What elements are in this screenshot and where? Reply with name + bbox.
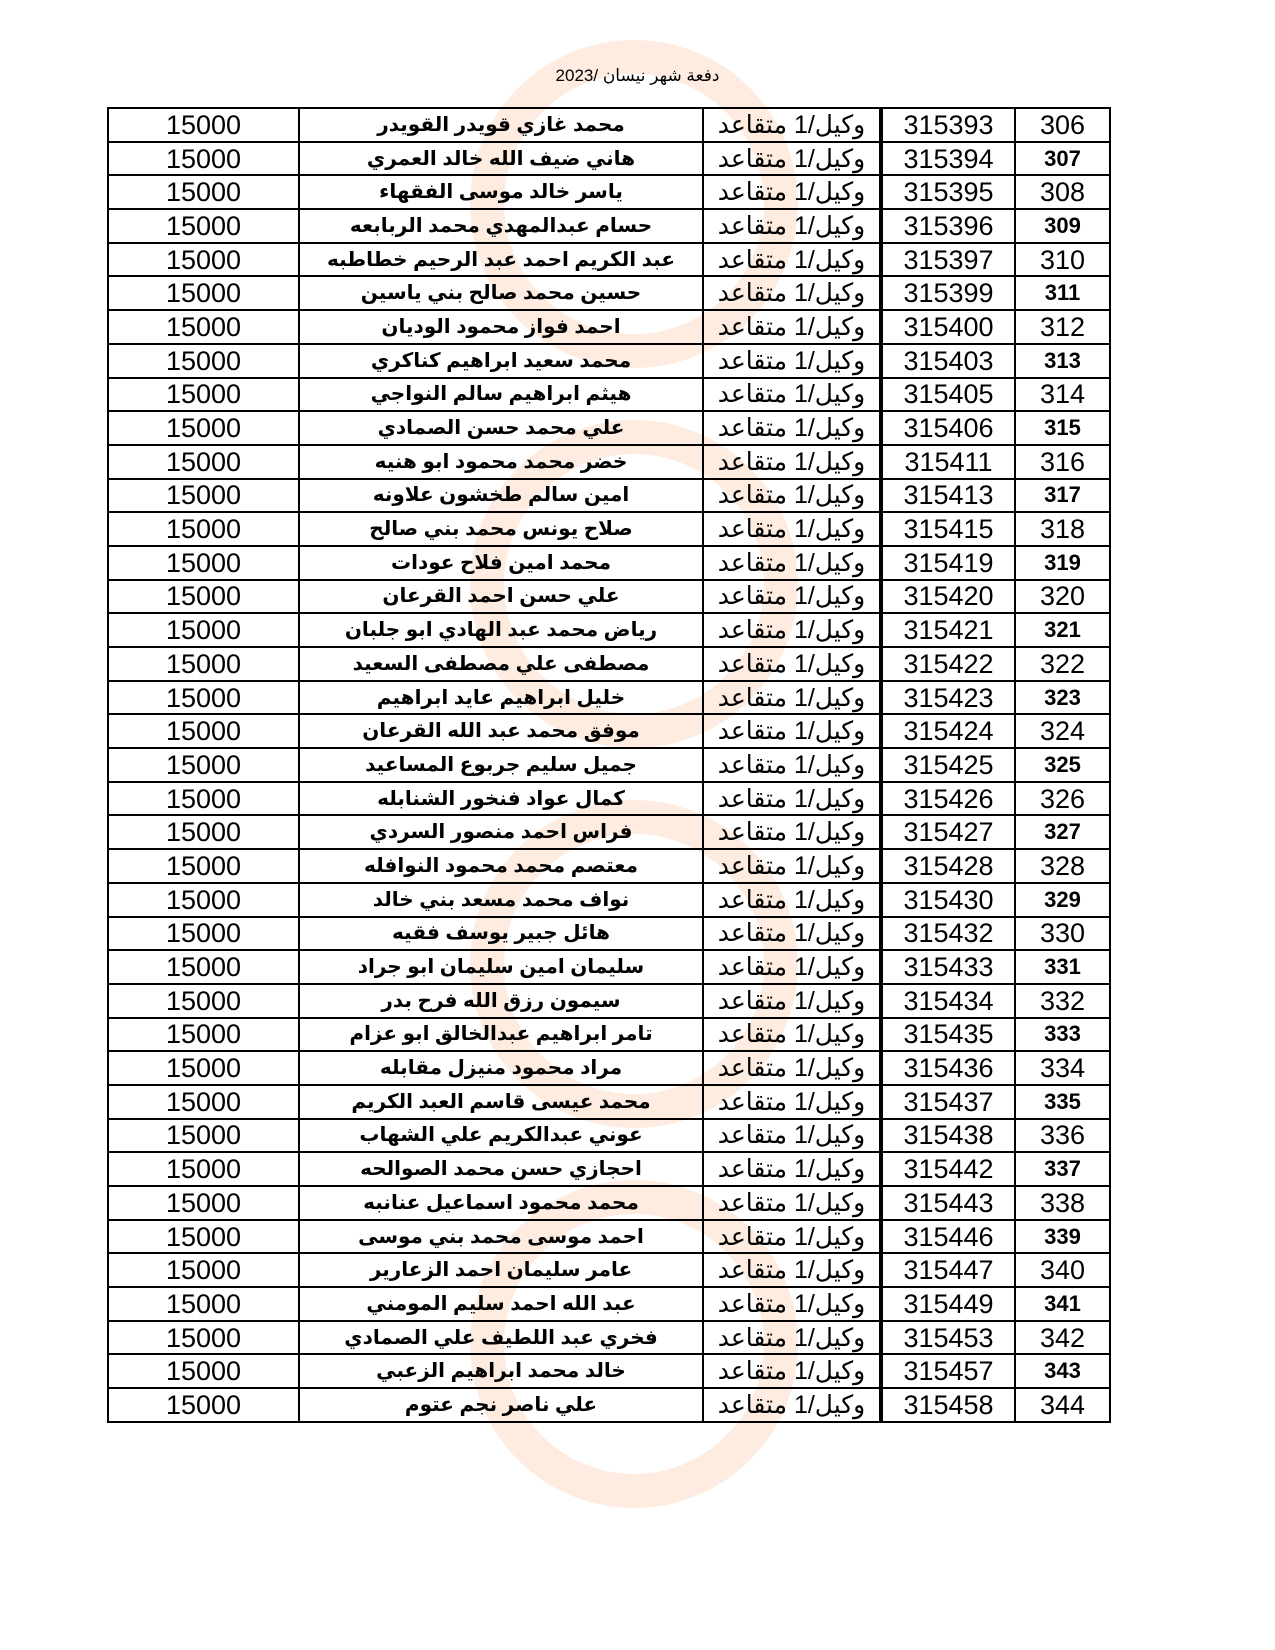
rank-cell: وكيل/1 متقاعد: [703, 108, 881, 142]
name-cell: علي محمد حسن الصمادي: [299, 411, 703, 445]
rank-cell: وكيل/1 متقاعد: [703, 1321, 881, 1355]
amount-cell: 15000: [108, 411, 299, 445]
amount-cell: 15000: [108, 512, 299, 546]
rank-cell: وكيل/1 متقاعد: [703, 411, 881, 445]
rank-cell: وكيل/1 متقاعد: [703, 445, 881, 479]
seq-cell: 309: [1015, 209, 1110, 243]
seq-cell: 306: [1015, 108, 1110, 142]
seq-cell: 316: [1015, 445, 1110, 479]
amount-cell: 15000: [108, 1085, 299, 1119]
seq-cell: 331: [1015, 950, 1110, 984]
table-row: [108, 849, 1110, 883]
rank-cell: وكيل/1 متقاعد: [703, 1186, 881, 1220]
seq-cell: 318: [1015, 512, 1110, 546]
table-row: [108, 512, 1110, 546]
amount-cell: 15000: [108, 378, 299, 412]
name-cell: محمد غازي قويدر القويدر: [299, 108, 703, 142]
seq-cell: 315: [1015, 411, 1110, 445]
payment-table: [107, 107, 1111, 1423]
amount-cell: 15000: [108, 1354, 299, 1388]
amount-cell: 15000: [108, 1051, 299, 1085]
name-cell: سيمون رزق الله فرح بدر: [299, 984, 703, 1018]
seq-cell: 332: [1015, 984, 1110, 1018]
amount-cell: 15000: [108, 1321, 299, 1355]
amount-cell: 15000: [108, 1119, 299, 1153]
table-row: [108, 310, 1110, 344]
rank-cell: وكيل/1 متقاعد: [703, 681, 881, 715]
name-cell: رياض محمد عبد الهادي ابو جلبان: [299, 613, 703, 647]
seq-cell: 344: [1015, 1388, 1110, 1422]
table-row: [108, 681, 1110, 715]
table-row: [108, 344, 1110, 378]
seq-cell: 307: [1015, 142, 1110, 176]
seq-cell: 322: [1015, 647, 1110, 681]
name-cell: مراد محمود منيزل مقابله: [299, 1051, 703, 1085]
name-cell: هيثم ابراهيم سالم النواجي: [299, 378, 703, 412]
seq-cell: 335: [1015, 1085, 1110, 1119]
id-cell: 315425: [881, 748, 1015, 782]
seq-cell: 323: [1015, 681, 1110, 715]
rank-cell: وكيل/1 متقاعد: [703, 748, 881, 782]
name-cell: احمد موسى محمد بني موسى: [299, 1220, 703, 1254]
name-cell: فراس احمد منصور السردي: [299, 815, 703, 849]
name-cell: عامر سليمان احمد الزعارير: [299, 1253, 703, 1287]
table-row: [108, 1186, 1110, 1220]
table-row: [108, 883, 1110, 917]
amount-cell: 15000: [108, 108, 299, 142]
table-row: [108, 1220, 1110, 1254]
amount-cell: 15000: [108, 782, 299, 816]
id-cell: 315419: [881, 546, 1015, 580]
id-cell: 315435: [881, 1018, 1015, 1052]
amount-cell: 15000: [108, 984, 299, 1018]
seq-cell: 321: [1015, 613, 1110, 647]
rank-cell: وكيل/1 متقاعد: [703, 1051, 881, 1085]
amount-cell: 15000: [108, 1253, 299, 1287]
seq-cell: 317: [1015, 479, 1110, 513]
table-row: [108, 613, 1110, 647]
seq-cell: 338: [1015, 1186, 1110, 1220]
amount-cell: 15000: [108, 1186, 299, 1220]
amount-cell: 15000: [108, 917, 299, 951]
name-cell: عبد الكريم احمد عبد الرحيم خطاطبه: [299, 243, 703, 277]
seq-cell: 340: [1015, 1253, 1110, 1287]
rank-cell: وكيل/1 متقاعد: [703, 714, 881, 748]
name-cell: صلاح يونس محمد بني صالح: [299, 512, 703, 546]
rank-cell: وكيل/1 متقاعد: [703, 344, 881, 378]
amount-cell: 15000: [108, 748, 299, 782]
table-row: [108, 445, 1110, 479]
name-cell: هائل جبير يوسف فقيه: [299, 917, 703, 951]
name-cell: محمد امين فلاح عودات: [299, 546, 703, 580]
table-row: [108, 142, 1110, 176]
table-row: [108, 378, 1110, 412]
name-cell: خليل ابراهيم عايد ابراهيم: [299, 681, 703, 715]
rank-cell: وكيل/1 متقاعد: [703, 1018, 881, 1052]
rank-cell: وكيل/1 متقاعد: [703, 310, 881, 344]
seq-cell: 324: [1015, 714, 1110, 748]
id-cell: 315434: [881, 984, 1015, 1018]
rank-cell: وكيل/1 متقاعد: [703, 1085, 881, 1119]
rank-cell: وكيل/1 متقاعد: [703, 984, 881, 1018]
id-cell: 315433: [881, 950, 1015, 984]
rank-cell: وكيل/1 متقاعد: [703, 1152, 881, 1186]
id-cell: 315395: [881, 175, 1015, 209]
id-cell: 315394: [881, 142, 1015, 176]
table-row: [108, 243, 1110, 277]
amount-cell: 15000: [108, 714, 299, 748]
rank-cell: وكيل/1 متقاعد: [703, 243, 881, 277]
seq-cell: 342: [1015, 1321, 1110, 1355]
amount-cell: 15000: [108, 849, 299, 883]
table-row: [108, 1085, 1110, 1119]
id-cell: 315396: [881, 209, 1015, 243]
amount-cell: 15000: [108, 1388, 299, 1422]
rank-cell: وكيل/1 متقاعد: [703, 175, 881, 209]
seq-cell: 326: [1015, 782, 1110, 816]
id-cell: 315406: [881, 411, 1015, 445]
rank-cell: وكيل/1 متقاعد: [703, 512, 881, 546]
id-cell: 315422: [881, 647, 1015, 681]
amount-cell: 15000: [108, 142, 299, 176]
seq-cell: 310: [1015, 243, 1110, 277]
table-row: [108, 647, 1110, 681]
id-cell: 315453: [881, 1321, 1015, 1355]
name-cell: احمد فواز محمود الوديان: [299, 310, 703, 344]
id-cell: 315458: [881, 1388, 1015, 1422]
rank-cell: وكيل/1 متقاعد: [703, 378, 881, 412]
seq-cell: 325: [1015, 748, 1110, 782]
seq-cell: 337: [1015, 1152, 1110, 1186]
name-cell: تامر ابراهيم عبدالخالق ابو عزام: [299, 1018, 703, 1052]
name-cell: محمد محمود اسماعيل عنانبه: [299, 1186, 703, 1220]
amount-cell: 15000: [108, 243, 299, 277]
id-cell: 315443: [881, 1186, 1015, 1220]
table-row: [108, 1287, 1110, 1321]
seq-cell: 334: [1015, 1051, 1110, 1085]
name-cell: معتصم محمد محمود النوافله: [299, 849, 703, 883]
id-cell: 315421: [881, 613, 1015, 647]
seq-cell: 341: [1015, 1287, 1110, 1321]
name-cell: سليمان امين سليمان ابو جراد: [299, 950, 703, 984]
seq-cell: 327: [1015, 815, 1110, 849]
table-row: [108, 714, 1110, 748]
id-cell: 315393: [881, 108, 1015, 142]
table-row: [108, 1018, 1110, 1052]
rank-cell: وكيل/1 متقاعد: [703, 546, 881, 580]
table-row: [108, 748, 1110, 782]
table-row: [108, 1253, 1110, 1287]
table-row: [108, 175, 1110, 209]
table-row: [108, 1119, 1110, 1153]
table-row: [108, 984, 1110, 1018]
seq-cell: 328: [1015, 849, 1110, 883]
seq-cell: 339: [1015, 1220, 1110, 1254]
id-cell: 315403: [881, 344, 1015, 378]
seq-cell: 311: [1015, 276, 1110, 310]
amount-cell: 15000: [108, 175, 299, 209]
name-cell: حسام عبدالمهدي محمد الربابعه: [299, 209, 703, 243]
page-title: دفعة شهر نيسان /2023: [555, 66, 720, 85]
name-cell: فخري عبد اللطيف علي الصمادي: [299, 1321, 703, 1355]
rank-cell: وكيل/1 متقاعد: [703, 1220, 881, 1254]
rank-cell: وكيل/1 متقاعد: [703, 1287, 881, 1321]
seq-cell: 319: [1015, 546, 1110, 580]
table-row: [108, 1354, 1110, 1388]
rank-cell: وكيل/1 متقاعد: [703, 1354, 881, 1388]
id-cell: 315442: [881, 1152, 1015, 1186]
rank-cell: وكيل/1 متقاعد: [703, 479, 881, 513]
amount-cell: 15000: [108, 276, 299, 310]
table-row: [108, 1388, 1110, 1422]
rank-cell: وكيل/1 متقاعد: [703, 613, 881, 647]
name-cell: امين سالم طخشون علاونه: [299, 479, 703, 513]
amount-cell: 15000: [108, 479, 299, 513]
id-cell: 315430: [881, 883, 1015, 917]
seq-cell: 336: [1015, 1119, 1110, 1153]
table-row: [108, 580, 1110, 614]
seq-cell: 333: [1015, 1018, 1110, 1052]
name-cell: علي ناصر نجم عتوم: [299, 1388, 703, 1422]
amount-cell: 15000: [108, 546, 299, 580]
amount-cell: 15000: [108, 209, 299, 243]
seq-cell: 308: [1015, 175, 1110, 209]
id-cell: 315436: [881, 1051, 1015, 1085]
name-cell: كمال عواد فنخور الشنابله: [299, 782, 703, 816]
seq-cell: 320: [1015, 580, 1110, 614]
id-cell: 315437: [881, 1085, 1015, 1119]
id-cell: 315399: [881, 276, 1015, 310]
name-cell: جميل سليم جربوع المساعيد: [299, 748, 703, 782]
name-cell: عبد الله احمد سليم المومني: [299, 1287, 703, 1321]
rank-cell: وكيل/1 متقاعد: [703, 1388, 881, 1422]
seq-cell: 313: [1015, 344, 1110, 378]
table-row: [108, 1321, 1110, 1355]
seq-cell: 330: [1015, 917, 1110, 951]
id-cell: 315405: [881, 378, 1015, 412]
name-cell: عوني عبدالكريم علي الشهاب: [299, 1119, 703, 1153]
rank-cell: وكيل/1 متقاعد: [703, 142, 881, 176]
seq-cell: 314: [1015, 378, 1110, 412]
seq-cell: 329: [1015, 883, 1110, 917]
id-cell: 315411: [881, 445, 1015, 479]
table-row: [108, 479, 1110, 513]
id-cell: 315427: [881, 815, 1015, 849]
amount-cell: 15000: [108, 613, 299, 647]
id-cell: 315424: [881, 714, 1015, 748]
name-cell: محمد سعيد ابراهيم كناكري: [299, 344, 703, 378]
table-row: [108, 411, 1110, 445]
rank-cell: وكيل/1 متقاعد: [703, 883, 881, 917]
table-row: [108, 782, 1110, 816]
name-cell: خالد محمد ابراهيم الزعبي: [299, 1354, 703, 1388]
amount-cell: 15000: [108, 310, 299, 344]
amount-cell: 15000: [108, 344, 299, 378]
id-cell: 315413: [881, 479, 1015, 513]
id-cell: 315446: [881, 1220, 1015, 1254]
id-cell: 315432: [881, 917, 1015, 951]
id-cell: 315428: [881, 849, 1015, 883]
table-row: [108, 108, 1110, 142]
table-row: [108, 1152, 1110, 1186]
table-row: [108, 1051, 1110, 1085]
id-cell: 315438: [881, 1119, 1015, 1153]
rank-cell: وكيل/1 متقاعد: [703, 917, 881, 951]
name-cell: محمد عيسى قاسم العبد الكريم: [299, 1085, 703, 1119]
id-cell: 315449: [881, 1287, 1015, 1321]
id-cell: 315400: [881, 310, 1015, 344]
amount-cell: 15000: [108, 1287, 299, 1321]
rank-cell: وكيل/1 متقاعد: [703, 815, 881, 849]
name-cell: مصطفى علي مصطفى السعيد: [299, 647, 703, 681]
rank-cell: وكيل/1 متقاعد: [703, 1253, 881, 1287]
table-row: [108, 815, 1110, 849]
name-cell: علي حسن احمد القرعان: [299, 580, 703, 614]
id-cell: 315397: [881, 243, 1015, 277]
amount-cell: 15000: [108, 883, 299, 917]
table-row: [108, 276, 1110, 310]
seq-cell: 312: [1015, 310, 1110, 344]
rank-cell: وكيل/1 متقاعد: [703, 950, 881, 984]
amount-cell: 15000: [108, 1220, 299, 1254]
amount-cell: 15000: [108, 950, 299, 984]
amount-cell: 15000: [108, 445, 299, 479]
rank-cell: وكيل/1 متقاعد: [703, 209, 881, 243]
amount-cell: 15000: [108, 681, 299, 715]
table-row: [108, 917, 1110, 951]
name-cell: هاني ضيف الله خالد العمري: [299, 142, 703, 176]
id-cell: 315426: [881, 782, 1015, 816]
name-cell: موفق محمد عبد الله القرعان: [299, 714, 703, 748]
rank-cell: وكيل/1 متقاعد: [703, 580, 881, 614]
table-row: [108, 209, 1110, 243]
id-cell: 315420: [881, 580, 1015, 614]
name-cell: احجازي حسن محمد الصوالحه: [299, 1152, 703, 1186]
name-cell: ياسر خالد موسى الفقهاء: [299, 175, 703, 209]
rank-cell: وكيل/1 متقاعد: [703, 276, 881, 310]
amount-cell: 15000: [108, 1018, 299, 1052]
table-row: [108, 950, 1110, 984]
id-cell: 315423: [881, 681, 1015, 715]
seq-cell: 343: [1015, 1354, 1110, 1388]
name-cell: خضر محمد محمود ابو هنيه: [299, 445, 703, 479]
id-cell: 315457: [881, 1354, 1015, 1388]
table-row: [108, 546, 1110, 580]
rank-cell: وكيل/1 متقاعد: [703, 782, 881, 816]
amount-cell: 15000: [108, 647, 299, 681]
amount-cell: 15000: [108, 580, 299, 614]
rank-cell: وكيل/1 متقاعد: [703, 647, 881, 681]
rank-cell: وكيل/1 متقاعد: [703, 1119, 881, 1153]
id-cell: 315415: [881, 512, 1015, 546]
id-cell: 315447: [881, 1253, 1015, 1287]
amount-cell: 15000: [108, 1152, 299, 1186]
name-cell: نواف محمد مسعد بني خالد: [299, 883, 703, 917]
name-cell: حسين محمد صالح بني ياسين: [299, 276, 703, 310]
rank-cell: وكيل/1 متقاعد: [703, 849, 881, 883]
amount-cell: 15000: [108, 815, 299, 849]
